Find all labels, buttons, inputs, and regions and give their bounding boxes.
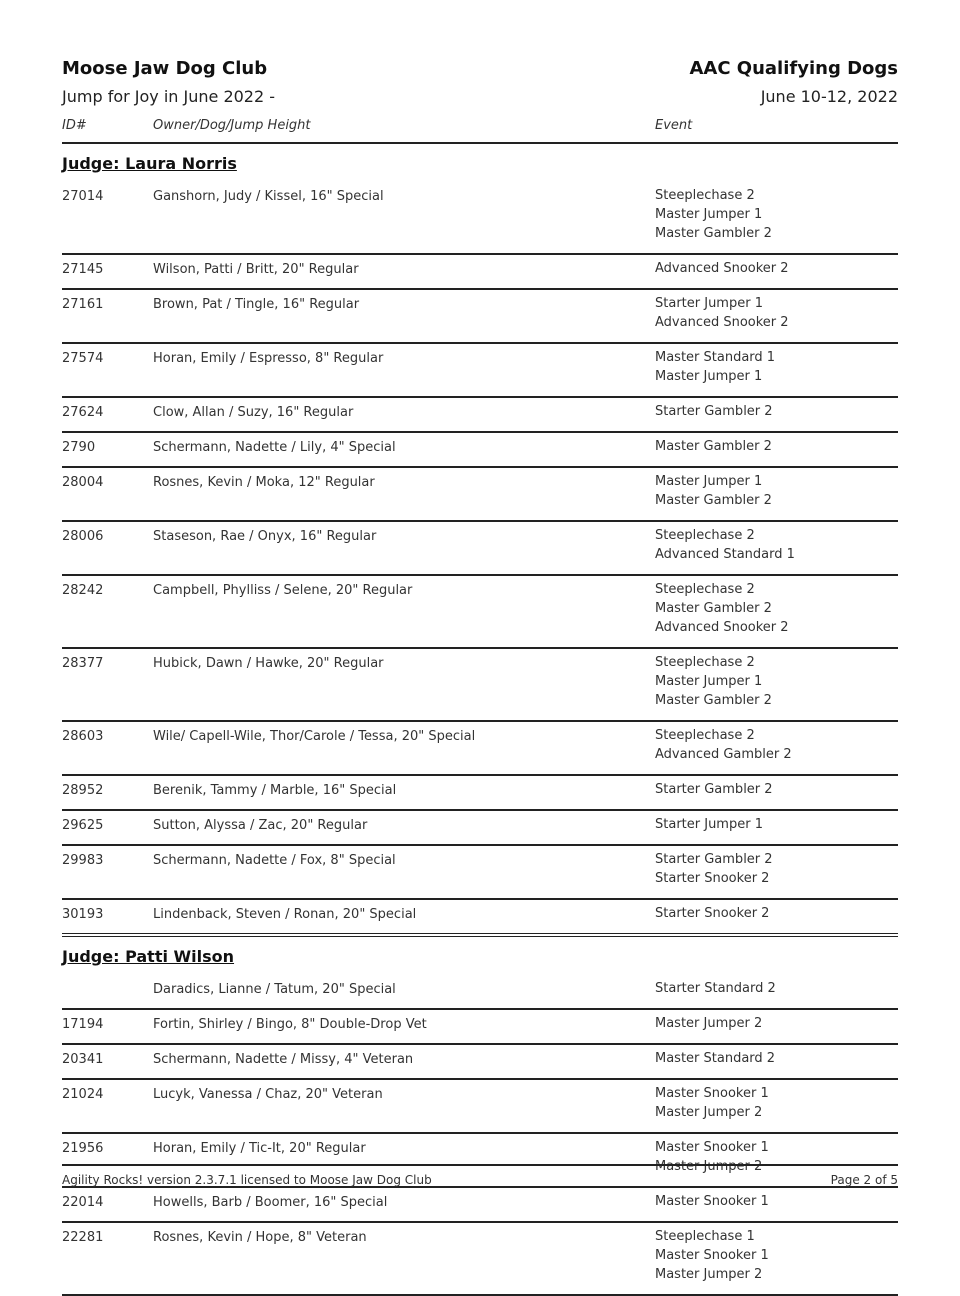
row-id: 28377 xyxy=(62,656,104,671)
row-id: 21024 xyxy=(62,1087,104,1102)
row-id: 29625 xyxy=(62,818,104,833)
row-owner-dog-height: Horan, Emily / Tic-It, 20" Regular xyxy=(153,1141,366,1156)
row-event-item: Starter Snooker 2 xyxy=(655,871,770,886)
row-event-item: Master Snooker 1 xyxy=(655,1248,769,1263)
event-name: Jump for Joy in June 2022 - xyxy=(62,87,276,106)
row-event-item: Steeplechase 2 xyxy=(655,582,755,597)
row-owner-dog-height: Campbell, Phylliss / Selene, 20" Regular xyxy=(153,583,413,598)
column-header-id: ID# xyxy=(62,118,87,133)
judge-heading: Judge: Patti Wilson xyxy=(62,947,235,966)
row-events xyxy=(655,468,898,520)
row-event-item: Starter Gambler 2 xyxy=(655,852,773,867)
row-owner-dog-height: Lindenback, Steven / Ronan, 20" Special xyxy=(153,907,417,922)
row-owner-dog-height: Schermann, Nadette / Fox, 8" Special xyxy=(153,853,396,868)
row-events xyxy=(655,1010,898,1043)
row-id: 28242 xyxy=(62,583,104,598)
row-events xyxy=(655,846,898,898)
column-header-owner: Owner/Dog/Jump Height xyxy=(153,118,311,133)
table-row xyxy=(62,649,898,722)
row-event-item: Master Jumper 2 xyxy=(655,1016,763,1031)
row-owner-dog-height: Sutton, Alyssa / Zac, 20" Regular xyxy=(153,818,368,833)
table-row xyxy=(62,255,898,290)
row-event-item: Starter Gambler 2 xyxy=(655,404,773,419)
footer-page-number: Page 2 of 5 xyxy=(830,1173,898,1187)
row-owner-dog-height: Clow, Allan / Suzy, 16" Regular xyxy=(153,405,354,420)
row-id: 17194 xyxy=(62,1017,104,1032)
row-events xyxy=(655,1223,898,1294)
row-event-item: Steeplechase 2 xyxy=(655,728,755,743)
row-event-item: Advanced Gambler 2 xyxy=(655,747,792,762)
table-row xyxy=(62,522,898,576)
row-owner-dog-height: Daradics, Lianne / Tatum, 20" Special xyxy=(153,982,396,997)
table-row xyxy=(62,1223,898,1296)
row-id: 30193 xyxy=(62,907,104,922)
row-events xyxy=(655,1188,898,1221)
row-id: 22014 xyxy=(62,1195,104,1210)
row-owner-dog-height: Rosnes, Kevin / Moka, 12" Regular xyxy=(153,475,375,490)
row-owner-dog-height: Staseson, Rae / Onyx, 16" Regular xyxy=(153,529,377,544)
club-name: Moose Jaw Dog Club xyxy=(62,58,268,79)
row-event-item: Master Snooker 1 xyxy=(655,1140,769,1155)
row-owner-dog-height: Ganshorn, Judy / Kissel, 16" Special xyxy=(153,189,384,204)
row-event-item: Master Gambler 2 xyxy=(655,226,772,241)
row-id: 27574 xyxy=(62,351,104,366)
row-event-item: Master Standard 2 xyxy=(655,1051,776,1066)
table-row xyxy=(62,975,898,1010)
row-id: 2790 xyxy=(62,440,96,455)
row-event-item: Master Jumper 1 xyxy=(655,369,763,384)
row-owner-dog-height: Wile/ Capell-Wile, Thor/Carole / Tessa, 20" Special xyxy=(153,729,476,744)
table-row xyxy=(62,811,898,846)
row-id: 29983 xyxy=(62,853,104,868)
row-event-item: Advanced Snooker 2 xyxy=(655,315,789,330)
row-event-item: Master Jumper 2 xyxy=(655,1267,763,1282)
column-header-event: Event xyxy=(655,118,693,133)
row-event-item: Steeplechase 1 xyxy=(655,1229,755,1244)
row-event-item: Starter Standard 2 xyxy=(655,981,776,996)
row-id: 28952 xyxy=(62,783,104,798)
row-events xyxy=(655,811,898,844)
row-events xyxy=(655,1080,898,1132)
table-row xyxy=(62,344,898,398)
row-event-item: Master Snooker 1 xyxy=(655,1086,769,1101)
row-id: 28004 xyxy=(62,475,104,490)
row-events xyxy=(655,398,898,431)
table-row xyxy=(62,576,898,649)
row-event-item: Master Gambler 2 xyxy=(655,601,772,616)
row-owner-dog-height: Wilson, Patti / Britt, 20" Regular xyxy=(153,262,359,277)
row-id: 28603 xyxy=(62,729,104,744)
row-event-item: Steeplechase 2 xyxy=(655,528,755,543)
row-event-item: Starter Jumper 1 xyxy=(655,817,763,832)
row-id: 27014 xyxy=(62,189,104,204)
row-owner-dog-height: Schermann, Nadette / Missy, 4" Veteran xyxy=(153,1052,414,1067)
row-events xyxy=(655,522,898,574)
row-event-item: Advanced Snooker 2 xyxy=(655,620,789,635)
row-events xyxy=(655,1045,898,1078)
row-event-item: Advanced Snooker 2 xyxy=(655,261,789,276)
row-events xyxy=(655,776,898,809)
row-owner-dog-height: Fortin, Shirley / Bingo, 8" Double-Drop Vet xyxy=(153,1017,427,1032)
row-id: 21956 xyxy=(62,1141,104,1156)
row-events xyxy=(655,975,898,1008)
row-events xyxy=(655,182,898,253)
row-events xyxy=(655,255,898,288)
row-event-item: Master Gambler 2 xyxy=(655,693,772,708)
row-owner-dog-height: Schermann, Nadette / Lily, 4" Special xyxy=(153,440,396,455)
row-id: 28006 xyxy=(62,529,104,544)
row-owner-dog-height: Berenik, Tammy / Marble, 16" Special xyxy=(153,783,397,798)
table-row xyxy=(62,290,898,344)
row-event-item: Master Jumper 1 xyxy=(655,674,763,689)
row-event-item: Master Jumper 2 xyxy=(655,1159,763,1174)
row-id: 27624 xyxy=(62,405,104,420)
row-owner-dog-height: Brown, Pat / Tingle, 16" Regular xyxy=(153,297,360,312)
table-row xyxy=(62,468,898,522)
table-row xyxy=(62,776,898,811)
row-event-item: Master Jumper 2 xyxy=(655,1105,763,1120)
row-events xyxy=(655,290,898,342)
row-event-item: Starter Gambler 2 xyxy=(655,782,773,797)
report-title: AAC Qualifying Dogs xyxy=(689,58,898,79)
row-id: 20341 xyxy=(62,1052,104,1067)
row-event-item: Starter Snooker 2 xyxy=(655,906,770,921)
row-event-item: Master Jumper 1 xyxy=(655,474,763,489)
row-events xyxy=(655,344,898,396)
table-row xyxy=(62,722,898,776)
table-row xyxy=(62,182,898,255)
row-owner-dog-height: Howells, Barb / Boomer, 16" Special xyxy=(153,1195,388,1210)
table-row xyxy=(62,1080,898,1134)
row-event-item: Master Gambler 2 xyxy=(655,439,772,454)
row-event-item: Master Snooker 1 xyxy=(655,1194,769,1209)
row-owner-dog-height: Lucyk, Vanessa / Chaz, 20" Veteran xyxy=(153,1087,383,1102)
results-content xyxy=(62,144,898,1296)
row-event-item: Starter Jumper 1 xyxy=(655,296,763,311)
row-event-item: Master Jumper 1 xyxy=(655,207,763,222)
column-header-row xyxy=(62,118,898,144)
table-row xyxy=(62,846,898,900)
row-owner-dog-height: Hubick, Dawn / Hawke, 20" Regular xyxy=(153,656,384,671)
row-owner-dog-height: Rosnes, Kevin / Hope, 8" Veteran xyxy=(153,1230,367,1245)
table-row xyxy=(62,1010,898,1045)
row-event-item: Master Standard 1 xyxy=(655,350,776,365)
judge-heading: Judge: Laura Norris xyxy=(62,154,237,173)
row-owner-dog-height: Horan, Emily / Espresso, 8" Regular xyxy=(153,351,384,366)
row-id: 22281 xyxy=(62,1230,104,1245)
table-row xyxy=(62,433,898,468)
event-dates: June 10-12, 2022 xyxy=(760,87,898,106)
row-events xyxy=(655,433,898,466)
row-event-item: Advanced Standard 1 xyxy=(655,547,795,562)
row-events xyxy=(655,649,898,720)
row-events xyxy=(655,722,898,774)
row-event-item: Steeplechase 2 xyxy=(655,188,755,203)
row-events xyxy=(655,576,898,647)
footer-license: Agility Rocks! version 2.3.7.1 licensed to Moose Jaw Dog Club xyxy=(62,1173,432,1187)
table-row xyxy=(62,1045,898,1080)
row-event-item: Steeplechase 2 xyxy=(655,655,755,670)
row-event-item: Master Gambler 2 xyxy=(655,493,772,508)
row-id: 27145 xyxy=(62,262,104,277)
table-row xyxy=(62,1188,898,1223)
row-events xyxy=(655,900,898,933)
table-row xyxy=(62,398,898,433)
table-row xyxy=(62,900,898,937)
judge-section xyxy=(62,945,898,1296)
judge-section xyxy=(62,152,898,937)
row-id: 27161 xyxy=(62,297,104,312)
